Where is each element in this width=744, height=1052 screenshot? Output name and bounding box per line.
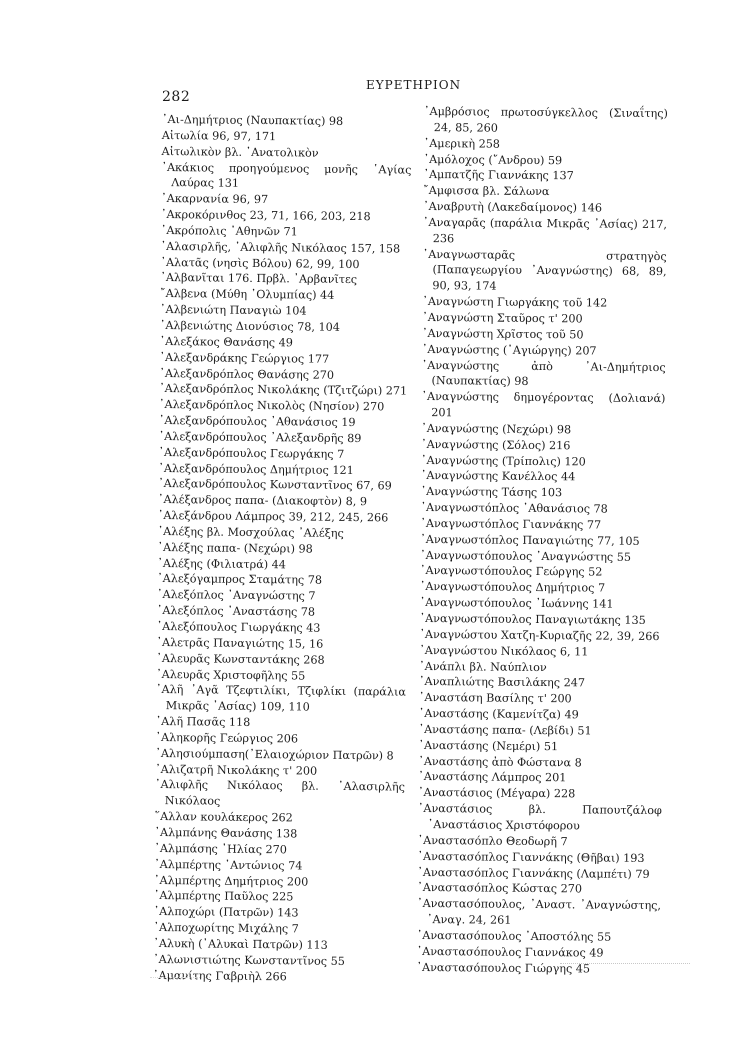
index-entry: ᾿Αναγνωστόπουλος ᾿Ιωάννης 141 [419,596,614,611]
index-entry: ᾿Ακάκιος προηγούμενος μονῆς ῾Αγίας Λαύρας 131 [161,160,412,191]
index-entry: ᾿Αναστασόπουλος Γιώργης 45 [416,960,591,976]
index-entry: ᾿Αμανίτης Γαβριὴλ 266 [152,968,287,983]
page-number: 282 [162,89,191,105]
index-entry: ᾿Αναγνώστης Κανέλλος 44 [420,469,576,484]
index-entry: ᾿Αναγνώστης (Νεχώρι) 98 [421,421,572,437]
index-entry: ᾿Αλυκὴ (᾿Αλυκαὶ Πατρῶν) 113 [153,936,328,952]
index-entry: ᾿Αναγνωστόπουλος Γεώργης 52 [419,564,603,580]
index-entry: ᾿Αλεξόγαμπρος Σταμάτης 78 [157,572,323,588]
index-entry: ᾿Αλμπάσης ᾿Ηλίας 270 [154,841,288,857]
index-entry: ᾿Αλέξανδρος παπα- (Διακοφτὸν) 8, 9 [157,493,368,509]
index-entry: ᾿Αλβενιώτη Παναγιὼ 104 [159,303,307,318]
index-entry: ᾿Αναστάσιος (Μέγαρα) 228 [417,786,576,801]
index-entry: ᾿Αναβρυτὴ (Λακεδαίμονος) 146 [423,200,603,215]
index-entry: Αἰτωλικὸν βλ. ᾿Ανατολικὸν [161,144,319,160]
index-entry: ᾿Αλποχωρίτης Μιχάλης 7 [153,920,299,936]
index-entry: ᾿Αναγνώστη Γιωργάκης τοῦ 142 [422,295,608,310]
index-entry: ᾿Αλεξανδρόπλος Θανάσης 270 [159,366,335,382]
index-entry: ᾿Αναστάσης παπα- (Λεβίδι) 51 [418,722,592,738]
index-entry: ᾿Αναστάσιος βλ. Παπουτζάλοφ ᾿Αναστάσιος Χριστόφορου [417,802,662,833]
index-column-left [153,112,412,986]
index-entry: ᾿Αναστασόπλο Θεοδωρῆ 7 [417,833,568,849]
index-entry: ᾿Αλησιούμπαση(᾿Ελαιοχώριον Πατρῶν) 8 [155,746,394,763]
index-entry: ᾿Αναπλιώτης Βασιλάκης 247 [418,675,586,690]
index-entry: ᾿Αναγνώστη Χρῖστος τοῦ 50 [421,326,584,342]
index-entry: ᾿Αληκορῆς Γεώργιος 206 [155,730,299,746]
index-entry: ᾿Αλεξανδρόπουλος ᾿Αθανάσιος 19 [158,414,356,430]
index-entry: ᾿Αναγνώστης (᾿Αγιώργης) 207 [421,342,597,358]
index-entry: ᾿Αλεξανδρόπουλος Δημήτριος 121 [158,461,354,477]
index-entry: ῎Αμφισσα βλ. Σάλωνα [423,184,550,199]
index-entry: ᾿Αναγνώστης (Σόλος) 216 [420,437,571,453]
index-entry: ᾿Αμερικὴ 258 [423,136,501,151]
index-entry: ᾿Αναγνωστόπουλος Παναγιωτάκης 135 [419,611,646,627]
index-entry: ᾿Ακρόπολις ᾿Αθηνῶν 71 [160,223,298,239]
index-entry: ᾿Αναγνωστόπλος ᾿Αθανάσιος 78 [420,501,608,516]
index-entry: ᾿Αναγνώστης (Τρίπολις) 120 [420,453,586,468]
index-entry: ᾿Αμβρόσιος πρωτοσύγκελλος (Σιναΐτης) 24, 85, 260 [423,104,668,135]
index-entry: ᾿Αλέξης βλ. Μοσχούλας ᾿Αλέξης [157,524,344,540]
index-entry: ᾿Αλεξάκος Θανάσης 49 [159,334,293,350]
index-entry: ᾿Αλβανῖται 176. Πρβλ. ᾿Αρβανῖτες [160,271,358,287]
index-entry: ᾿Αναστασόπουλος ᾿Αποστόλης 55 [416,928,612,944]
index-entry: ᾿Αλέξης (Φιλιατρά) 44 [157,556,287,571]
index-entry: ᾿Αλετρᾶς Παναγιώτης 15, 16 [156,635,324,651]
index-entry: ᾿Αναγνώστου Χατζη-Κυριαζῆς 22, 39, 266 [419,627,660,643]
scan-artifact [150,977,210,980]
index-entry: ᾿Αλιζατρῆ Νικολάκης τ' 200 [155,762,318,778]
index-entry: ᾿Αναγνωστόπουλος ᾿Αναγνώστης 55 [420,548,632,564]
index-entry: ᾿Αναγνωσταρᾶς στρατηγὸς (Παπαγεωργίου ᾿Αναγνώστης) 68, 89, 90, 93, 174 [422,247,667,293]
index-entry: ᾿Αλεξανδρόπουλος Κωνσταντῖνος 67, 69 [158,477,392,493]
index-entry: ᾿Αλασιρλῆς, ᾿Αλιφλῆς Νικόλαος 157, 158 [160,239,401,256]
index-entry: ᾿Αλεξάνδρου Λάμπρος 39, 212, 245, 266 [157,509,389,525]
index-entry: ᾿Αλποχώρι (Πατρῶν) 143 [153,905,299,920]
index-entry: ᾿Αλεξόπλος ᾿Αναστάσης 78 [156,604,316,619]
index-entry: ᾿Αλμπέρτης Παῦλος 225 [153,889,294,904]
index-entry: ᾿Ανάπλι βλ. Ναύπλιον [419,659,547,674]
index-entry: ᾿Αλῆ Πασᾶς 118 [155,715,251,730]
index-entry: ᾿Αναγνώστη Σταῦρος τ' 200 [422,310,583,326]
index-entry: ᾿Αλέξης παπα- (Νεχώρι) 98 [157,540,313,556]
index-entry: ᾿Αλεξόπουλος Γιωργάκης 43 [156,619,321,635]
index-entry: ᾿Αναγνωστόπλος Παναγιώτης 77, 105 [420,532,640,548]
index-entry: ᾿Αλεξανδράκης Γεώργιος 177 [159,350,330,366]
index-entry: ᾿Αλῆ ᾿Αγᾶ Τζεφτιλίκι, Τζιφλίκι (παράλια Μικρᾶς ᾿Ασίας) 109, 110 [155,683,407,714]
index-entry: ᾿Αναστασόπουλος, ᾿Αναστ. ᾿Αναγνώστης, ᾿Αναγ. 24, 261 [416,897,662,927]
index-entry: ῞Αλλαν κουλάκερος 262 [154,810,293,825]
index-entry: ᾿Αλεξανδρόπουλος ᾿Αλεξανδρῆς 89 [158,429,362,445]
index-entry: ᾿Αλεξόπλος ᾿Αναγνώστης 7 [156,588,316,603]
running-title: ΕΥΡΕΤΗΡΙΟΝ [366,78,462,92]
index-column-right [416,104,668,978]
scan-artifact [560,963,690,968]
index-entry: ᾿Αναγνωστόπουλος Δημήτριος 7 [419,580,606,595]
index-entry: ᾿Αλμπέρτης Δημήτριος 200 [153,873,309,889]
index-entry: ᾿Αλβενιώτης Διονύσιος 78, 104 [159,318,340,334]
index-entry: ᾿Αλιφλῆς Νικόλαος βλ. ᾿Αλασιρλῆς Νικόλαος [154,778,406,808]
index-entry: ᾿Ακροκόρινθος 23, 71, 166, 203, 218 [160,208,371,224]
index-entry: ᾿Αναγνώστης Τάσης 103 [420,485,563,500]
index-entry: ᾿Αναστασόπλος Κώστας 270 [417,881,583,896]
index-entry: ᾿Αλεξανδρόπλος Νικολάκης (Τζιτζώρι) 271 [159,382,408,398]
index-entry: ᾿Αναγνώστου Νικόλαος 6, 11 [419,643,589,659]
index-entry: ᾿Αναγνωστόπλος Γιαννάκης 77 [420,516,602,532]
index-entry: ᾿Αναστασόπλος Γιαννάκης (Λαμπέτι) 79 [417,865,650,881]
index-entry: ᾿Αλεξανδρόπουλος Γεωργάκης 7 [158,445,345,461]
index-entry: ᾿Ακαρνανία 96, 97 [161,192,269,207]
index-entry: ᾿Αλεξανδρόπλος Νικολὸς (Νησίον) 270 [158,398,385,414]
index-entry: ᾿Αναγνώστης ἀπὸ ᾿Αι-Δημήτριος (Ναυπακτίας) 98 [421,358,666,389]
index-entry: ᾿Αλευρᾶς Κωνσταντάκης 268 [156,651,325,667]
index-entry: ᾿Αναστάση Βασίλης τ' 200 [418,691,572,706]
index-entry: ᾿Αμπατζῆς Γιαννάκης 137 [423,168,574,183]
index-entry: ᾿Αμόλοχος (῎Ανδρου) 59 [423,152,563,167]
index-entry: ᾿Αναγνώστης δημογέροντας (Δολιανά) 201 [421,390,666,420]
index-entry: Αἰτωλία 96, 97, 171 [161,128,277,144]
index-entry: ᾿Αλμπέρτης ᾿Αντώνιος 74 [154,857,303,873]
index-entry: ᾿Αναστάσης (Νεμέρι) 51 [418,738,559,753]
index-entry: ᾿Αναστάσης (Καμενίτζα) 49 [418,707,579,722]
index-entry: ᾿Αναστασόπλος Γιαννάκης (Θῆβαι) 193 [417,849,645,865]
index-entry: ᾿Αι-Δημήτριος (Ναυπακτίας) 98 [161,112,344,128]
index-entry: ᾿Αλατᾶς (νησὶς Βόλου) 62, 99, 100 [160,255,360,271]
index-entry: ᾿Αλευρᾶς Χριστοφῆλης 55 [156,667,306,683]
index-entry: ῎Αλβενα (Μύθη ᾿Ολυμπίας) 44 [160,287,335,303]
index-entry: ᾿Αναγαρᾶς (παράλια Μικρᾶς ᾿Ασίας) 217, 236 [422,215,668,246]
index-entry: ᾿Αλωνιστιώτης Κωνσταντῖνος 55 [153,952,345,968]
index-entry: ᾿Αναστάσης ἀπὸ Φώστανα 8 [418,754,582,769]
index-entry: ᾿Αλμπάνης Θανάσης 138 [154,825,298,841]
index-entry: ᾿Αναστασόπουλος Γιαννάκος 49 [416,944,604,960]
index-entry: ᾿Αναστάσης Λάμπρος 201 [418,770,567,785]
